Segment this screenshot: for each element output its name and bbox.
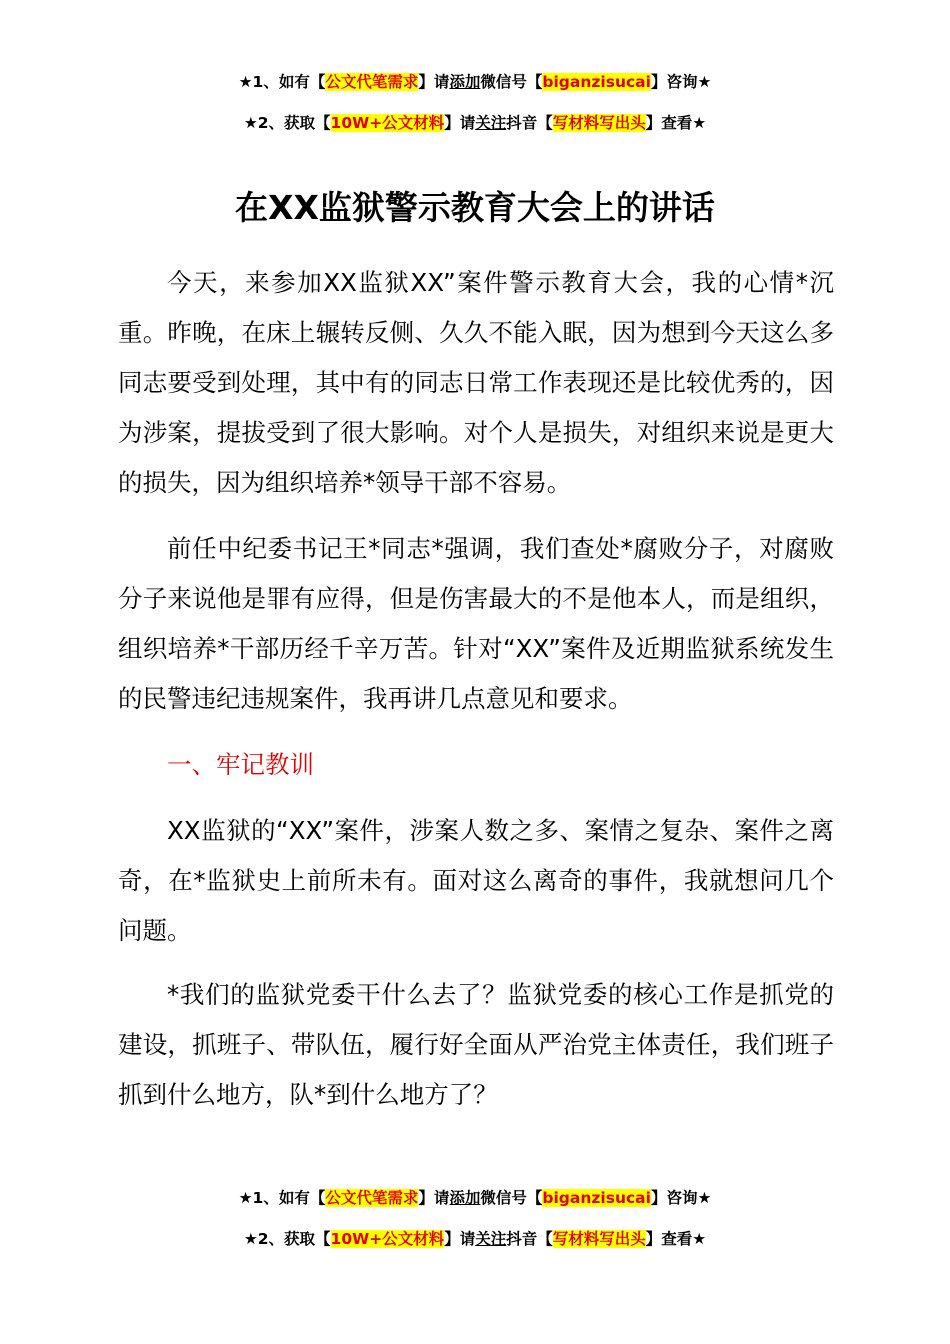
ad-text: 】请 <box>444 114 476 132</box>
ad-highlight: 公文代笔需求 <box>325 1189 419 1207</box>
ad-line-2-footer <box>0 1227 950 1251</box>
ad-wechat-id: biganzisucai <box>542 1189 651 1207</box>
ad-line-1-footer <box>0 1186 950 1210</box>
ad-highlight: 公文代笔需求 <box>325 73 419 91</box>
ad-text: 】请 <box>418 73 450 91</box>
ad-text: 】请 <box>418 1189 450 1207</box>
ad-line-2 <box>0 111 950 135</box>
ad-douyin-id: 写材料写出头 <box>552 114 646 132</box>
ad-prefix: ★1、如有【 <box>238 73 326 91</box>
ad-text: 微信号【 <box>480 73 543 91</box>
paragraph-1: 今天，来参加XX监狱XX”案件警示教育大会，我的心情*沉重。昨晚，在床上辗转反侧、久久不能入眠，因为想到今天这么多同志要受到处理，其中有的同志日常工作表现还是比较优秀的，因为涉案，提拔受到了很大影响。对个人是损失，对组织来说是更大的损失，因为组织培养*领导干部不容易。 <box>118 268 834 497</box>
ad-underlined: 添加 <box>449 1189 481 1207</box>
ad-suffix: 】咨询★ <box>650 1189 712 1207</box>
document-title: 在XX监狱警示教育大会上的讲话 <box>235 188 715 227</box>
ad-suffix: 】查看★ <box>645 1230 707 1248</box>
ad-highlight: 10W+公文材料 <box>330 114 445 132</box>
ad-underlined: 关注 <box>475 114 507 132</box>
paragraph-3: XX监狱的“XX”案件，涉案人数之多、案情之复杂、案件之离奇，在*监狱史上前所未有。面对这么离奇的事件，我就想问几个问题。 <box>118 816 834 945</box>
paragraph-4: *我们的监狱党委干什么去了？监狱党委的核心工作是抓党的建设，抓班子、带队伍，履行好全面从严治党主体责任，我们班子抓到什么地方，队*到什么地方了？ <box>118 980 834 1109</box>
ad-prefix: ★2、获取【 <box>243 114 331 132</box>
section-heading-1: 一、牢记教训 <box>167 750 314 779</box>
ad-text: 】请 <box>444 1230 476 1248</box>
ad-suffix: 】查看★ <box>645 114 707 132</box>
ad-text: 微信号【 <box>480 1189 543 1207</box>
ad-text: 抖音【 <box>506 1230 553 1248</box>
paragraph-2: 前任中纪委书记王*同志*强调，我们查处*腐败分子，对腐败分子来说他是罪有应得，但是伤害最大的不是他本人，而是组织，组织培养*干部历经千辛万苦。针对“XX”案件及近期监狱系统发生的民警违纪违规案件，我再讲几点意见和要求。 <box>118 534 834 713</box>
ad-prefix: ★1、如有【 <box>238 1189 326 1207</box>
ad-line-1 <box>0 70 950 94</box>
ad-douyin-id: 写材料写出头 <box>552 1230 646 1248</box>
ad-wechat-id: biganzisucai <box>542 73 651 91</box>
ad-suffix: 】咨询★ <box>650 73 712 91</box>
ad-underlined: 关注 <box>475 1230 507 1248</box>
ad-underlined: 添加 <box>449 73 481 91</box>
ad-text: 抖音【 <box>506 114 553 132</box>
ad-prefix: ★2、获取【 <box>243 1230 331 1248</box>
ad-highlight: 10W+公文材料 <box>330 1230 445 1248</box>
